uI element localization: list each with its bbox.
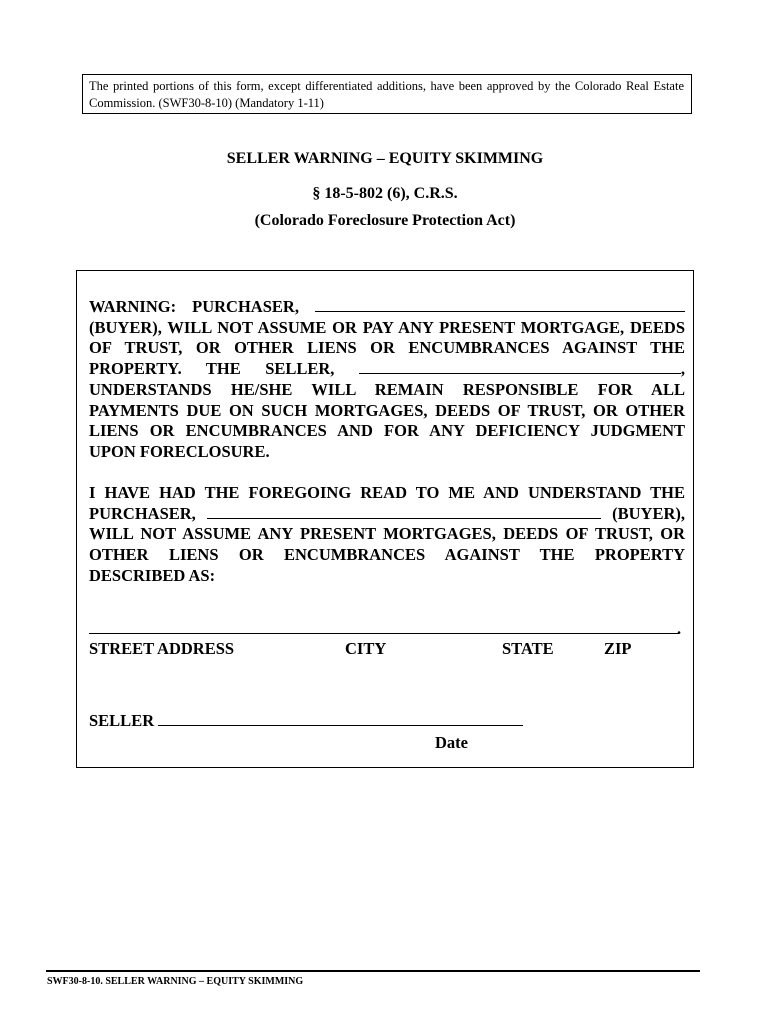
footer-divider (46, 970, 700, 972)
zip-label: ZIP (604, 639, 632, 658)
street-address-label: STREET ADDRESS (89, 639, 235, 658)
approval-notice-text: The printed portions of this form, except differentiated additions, have been approved by the Colorado Real Estate Commission. (SWF30-8-10) (Mandatory 1-11) (89, 79, 684, 110)
seller-signature-row (89, 711, 523, 731)
footer-text: SWF30-8-10. SELLER WARNING – EQUITY SKIMMING (47, 976, 304, 987)
seller-name-field[interactable] (359, 359, 681, 374)
acknowledgement-paragraph (89, 483, 685, 587)
acknowledgement-start: I HAVE HAD THE FOREGOING READ TO ME AND UNDERSTAND THE PURCHASER, (89, 483, 685, 523)
warning-box (76, 270, 694, 768)
buyer-label: (BUYER), (612, 503, 685, 523)
address-period: . (677, 619, 682, 638)
acknowledgement-end: WILL NOT ASSUME ANY PRESENT MORTGAGES, DEEDS OF TRUST, OR OTHER LIENS OR ENCUMBRANCES AGAINST THE PROPERTY DESCRIBED AS: (89, 524, 685, 585)
statute-reference: § 18-5-802 (6), C.R.S. (312, 185, 458, 202)
date-label: Date (435, 733, 468, 752)
warning-paragraph (89, 297, 685, 463)
state-label: STATE (502, 639, 554, 658)
approval-notice (82, 74, 692, 114)
warning-purchaser-label: WARNING: PURCHASER, (89, 297, 299, 316)
warning-body-1: (BUYER), WILL NOT ASSUME OR PAY ANY PRESENT MORTGAGE, DEEDS OF TRUST, OR OTHER LIENS OR ENCUMBRANCES AGAINST THE PROPERTY. THE SELLER, (89, 317, 685, 379)
property-address-field[interactable] (89, 629, 679, 634)
buyer-name-field[interactable] (207, 504, 601, 519)
act-name: (Colorado Foreclosure Protection Act) (254, 212, 516, 229)
seller-signature-label: SELLER (89, 711, 155, 730)
warning-body-2: UNDERSTANDS HE/SHE WILL REMAIN RESPONSIBLE FOR ALL PAYMENTS DUE ON SUCH MORTGAGES, DEEDS OF TRUST, OR OTHER LIENS OR ENCUMBRANCES AND FOR ANY DEFICIENCY JUDGMENT UPON FORECLOSURE. (89, 379, 685, 461)
form-title: SELLER WARNING – EQUITY SKIMMING (226, 150, 544, 167)
comma-mark: , (680, 359, 685, 379)
seller-signature-field[interactable] (158, 711, 523, 726)
city-label: CITY (345, 639, 387, 658)
purchaser-name-field[interactable] (315, 297, 685, 312)
